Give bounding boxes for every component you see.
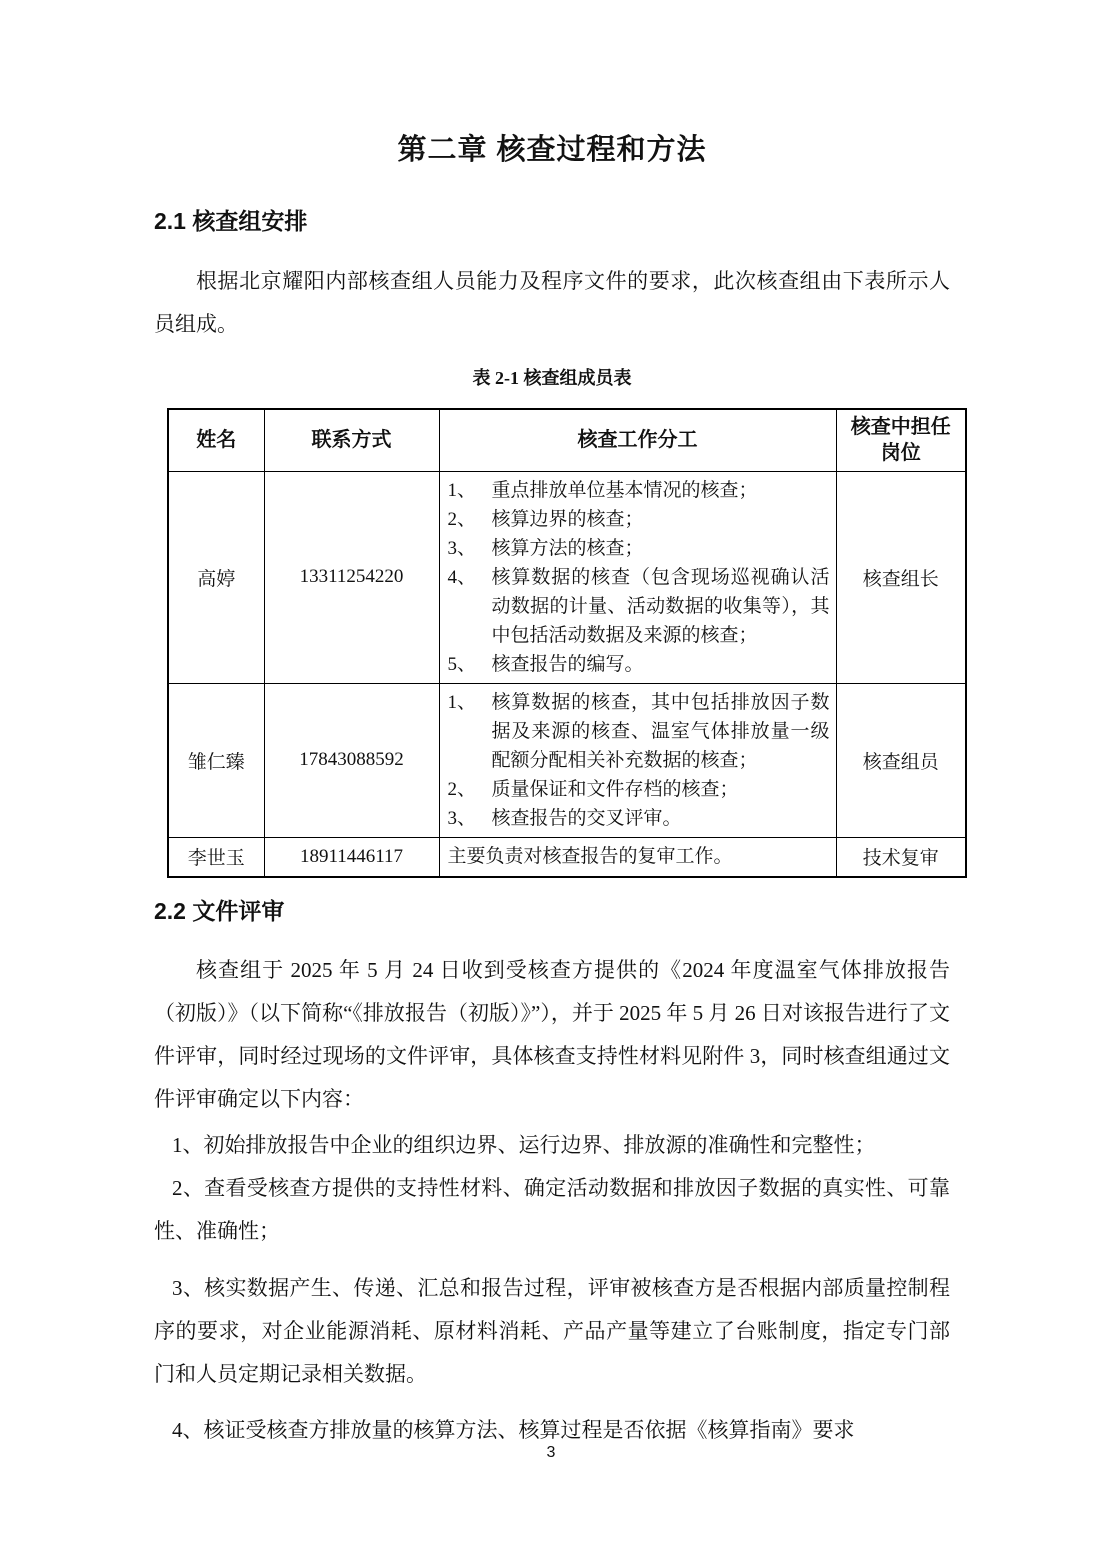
review-item-1: 1、初始排放报告中企业的组织边界、运行边界、排放源的准确性和完整性；	[172, 1133, 876, 1157]
duty-item: 5、 核查报告的编写。	[447, 653, 644, 675]
review-item-2: 2、查看受核查方提供的支持性材料、确定活动数据和排放因子数据的真实性、可靠性、准确性；	[154, 1176, 950, 1243]
member-contact: 18911446117	[264, 837, 439, 877]
header-name: 姓名	[168, 409, 264, 471]
section-2-1-heading: 2.1 核查组安排	[154, 208, 308, 234]
review-item-4: 4、核证受核查方排放量的核算方法、核算过程是否依据《核算指南》要求	[172, 1418, 855, 1442]
chapter-title: 第二章 核查过程和方法	[397, 134, 707, 166]
table-header-row	[168, 409, 966, 471]
member-duties	[439, 683, 836, 837]
verification-team-table	[167, 408, 967, 878]
table-caption: 表 2-1 核查组成员表	[472, 368, 632, 388]
table-row	[168, 471, 966, 683]
member-name: 雏仁臻	[168, 683, 264, 837]
review-item-3: 3、核实数据产生、传递、汇总和报告过程，评审被核查方是否根据内部质量控制程序的要求，对企业能源消耗、原材料消耗、产品产量等建立了台账制度，指定专门部门和人员定期记录相关数据。	[154, 1276, 950, 1386]
duty-item: 3、 核查报告的交叉评审。	[447, 807, 682, 829]
header-duties: 核查工作分工	[439, 409, 836, 471]
header-position: 核查中担任岗位	[836, 409, 966, 471]
duty-item: 4、 核算数据的核查（包含现场巡视确认活动数据的计量、活动数据的收集等），其中包括活动数据及来源的核查；	[447, 566, 830, 646]
member-position: 技术复审	[836, 837, 966, 877]
table-row	[168, 683, 966, 837]
section-2-2-heading: 2.2 文件评审	[154, 898, 285, 924]
duty-item: 2、 质量保证和文件存档的核查；	[447, 778, 739, 800]
member-duties	[439, 837, 836, 877]
duty-item: 1、 核算数据的核查，其中包括排放因子数据及来源的核查、温室气体排放量一级配额分配相关补充数据的核查；	[447, 691, 830, 771]
page-number: 3	[546, 1444, 556, 1461]
duty-item: 主要负责对核查报告的复审工作。	[447, 846, 733, 868]
member-duties	[439, 471, 836, 683]
duty-item: 2、 核算边界的核查；	[447, 508, 644, 530]
duty-item: 1、 重点排放单位基本情况的核查；	[447, 479, 758, 501]
header-contact: 联系方式	[264, 409, 439, 471]
section-2-1-paragraph: 根据北京耀阳内部核查组人员能力及程序文件的要求，此次核查组由下表所示人员组成。	[154, 269, 950, 336]
member-name: 李世玉	[168, 837, 264, 877]
member-position: 核查组员	[836, 683, 966, 837]
member-contact: 13311254220	[264, 471, 439, 683]
table-row	[168, 837, 966, 877]
section-2-2-paragraph: 核查组于 2025 年 5 月 24 日收到受核查方提供的《2024 年度温室气体排放报告（初版）》（以下简称“《排放报告（初版）》”），并于 2025 年 5 月 26 日对该报告进行了文件评审，同时经过现场的文件评审，具体核查支持性材料见附件 3，同时核查组通过文件评审确定以下内容：	[154, 958, 950, 1111]
member-position: 核查组长	[836, 471, 966, 683]
duty-item: 3、 核算方法的核查；	[447, 537, 644, 559]
member-contact: 17843088592	[264, 683, 439, 837]
member-name: 高婷	[168, 471, 264, 683]
